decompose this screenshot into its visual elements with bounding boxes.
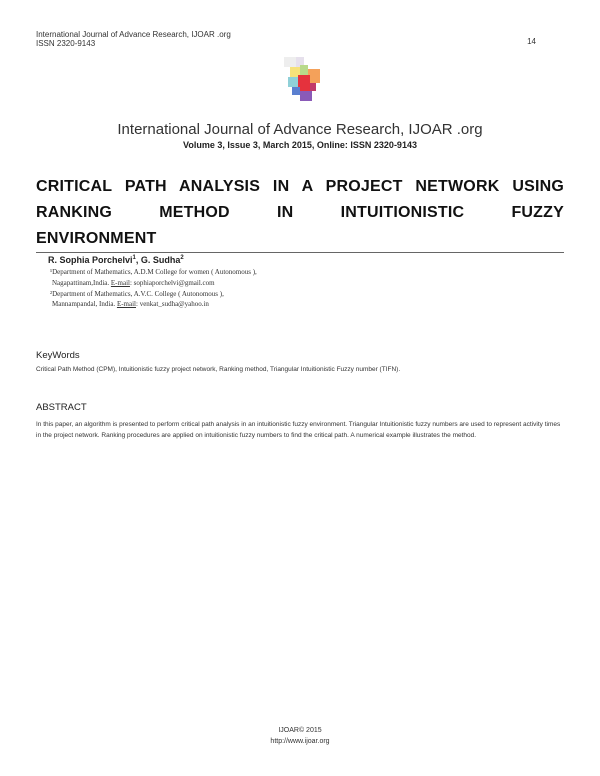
header-issn-line: ISSN 2320-9143 <box>36 39 96 48</box>
affiliation-1-line-1: ¹Department of Mathematics, A.D.M College for women ( Autonomous ), <box>50 268 257 276</box>
paper-title-line-3: ENVIRONMENT <box>36 230 157 247</box>
author-separator: , <box>135 255 141 265</box>
author-affiliation-marker: 1 <box>132 255 136 261</box>
page-number: 14 <box>527 37 536 46</box>
issue-line: Volume 3, Issue 3, March 2015, Online: ISSN 2320-9143 <box>183 140 417 150</box>
footer-copyright: IJOAR© 2015 <box>278 727 322 734</box>
affiliation-2-line-1: ²Department of Mathematics, A.V.C. College ( Autonomous ), <box>50 290 224 298</box>
author-affiliation-marker: 2 <box>180 255 184 261</box>
author-name: G. Sudha <box>140 255 181 265</box>
journal-name: International Journal of Advance Research, IJOAR .org <box>117 121 483 138</box>
affiliation-2-line-2 <box>52 300 209 309</box>
affiliation-1-line-2 <box>52 279 215 288</box>
email-label: E-mail <box>110 279 130 287</box>
footer-url[interactable]: http://www.ijoar.org <box>270 738 330 745</box>
paper-title-line-1: CRITICAL PATH ANALYSIS IN A PROJECT NETWORK USING <box>36 178 564 195</box>
paper-title-line-2: RANKING METHOD IN INTUITIONISTIC FUZZY <box>36 204 564 221</box>
journal-logo <box>284 57 320 101</box>
email-address[interactable]: : sophiaporchelvi@gmail.com <box>129 279 215 287</box>
author-list <box>48 255 184 265</box>
affiliation-location: Nagapattinam,India. <box>52 279 111 287</box>
header-journal-line: International Journal of Advance Research, IJOAR .org <box>36 30 231 39</box>
abstract-text: In this paper, an algorithm is presented to perform critical path analysis in an intuitionistic fuzzy environment. Triangular Intuitionistic fuzzy numbers are used to represent activity times in the project network. Ranking procedures are applied on intuitionistic fuzzy numbers to find the critical path. A numerical example illustrates the method. <box>36 421 561 439</box>
affiliation-location: Mannampandal, India. <box>52 300 117 308</box>
title-divider <box>36 252 564 253</box>
author-name: R. Sophia Porchelvi <box>48 255 133 265</box>
email-address[interactable]: : venkat_sudha@yahoo.in <box>136 300 209 308</box>
email-label: E-mail <box>116 300 136 308</box>
abstract-heading: ABSTRACT <box>36 402 87 413</box>
keywords-heading: KeyWords <box>36 350 80 361</box>
keywords-text: Critical Path Method (CPM), Intuitionistic fuzzy project network, Ranking method, Triangular Intuitionistic Fuzzy number (TIFN). <box>36 366 401 373</box>
